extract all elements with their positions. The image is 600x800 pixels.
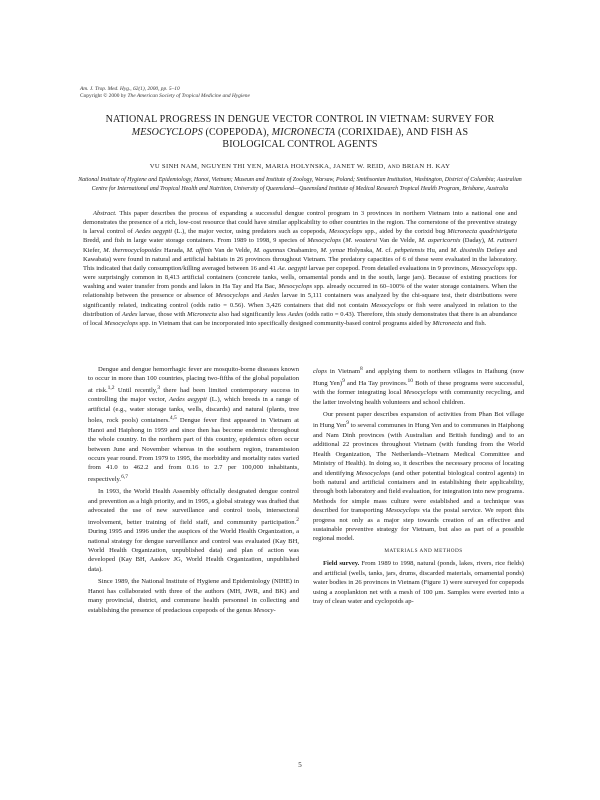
abstract-label: Abstract. — [93, 210, 117, 217]
journal-citation: Am. J. Trop. Med. Hyg., 62(1), 2000, pp. 5–10 — [80, 86, 180, 92]
left-column — [88, 365, 299, 618]
body-paragraph: In 1993, the World Health Assembly officially designated dengue control and prevention as a high priority, and in 1995, a global strategy was drafted that advocated the use of new surveillance and control tools, intersectoral involvement, better training of field staff, and community participation.$^2$ During 1995 and 1996 under the auspices of the World Health Organization, a national strategy for dengue surveillance and control was evaluated (Kay BH, World Health Organization, unpublished data) and plan of action was developed (Kay BH, Aaskov JG, World Health Organization, unpublished data). — [88, 488, 299, 573]
right-column — [313, 365, 524, 609]
running-header — [80, 86, 250, 100]
subsection-heading: Field survey. — [323, 560, 360, 568]
abstract: Abstract. This paper describes the process of expanding a successful dengue control program in 3 provinces in northern Vietnam into a national one and demonstrates the presence of a rich, low-cost resource that could have similar applicability to other countries in the region. The cornerstone of the preventive strategy is larval control of Aedes aegypti (L.), the major vector, using predators such as copepods, Mesocyclops spp., aided by the corixid bug Micronecta quadristrigata Bredd, and fish in large water storage containers. From 1989 to 1998, 9 species of Mesocyclops (M. woutersi Van de Velde, M. aspericornis (Daday), M. ruttneri Kiefer, M. thermocyclopoides Harada, M. affinis Van de Velde, M. ogunnus Onabamiro, M. yenae Holynska, M. cf. pehpeiensis Hu, and M. dissimilis Defaye and Kawabata) were found in natural and artificial habitats in 26 provinces throughout Vietnam. The predatory capacities of 6 of these were evaluated in the laboratory. This indicated that daily consumption/killing averaged between 16 and 41 Ae. aegypti larvae per copepod. From detailed evaluations in 9 provinces, Mesocyclops spp. were surprisingly common in 8,413 artificial containers (concrete tanks, wells, ornamental ponds and in the south, large jars). Because of existing practices for washing and water transfer from ponds and lakes in Ha Tay and Ha Bac, Mesocyclops spp. already occurred in 60–100% of the water storage containers. When the relationship between the presence or absence of Mesocyclops and Aedes larvae in 5,111 containers was analyzed by the chi-square test, their distributions were significantly related, indicating control (odds ratio = 0.56). When 3,426 containers that did not contain Mesocyclops or fish were analyzed in relation to the distribution of Aedes larvae, those with Micronecta also had significantly less Aedes (odds ratio = 0.43). Therefore, this study demonstrates that there is an abundance of local Mesocyclops spp. in Vietnam that can be incorporated into specifically designed community-based control programs aided by Micronecta and fish. — [83, 210, 518, 327]
author-list: VU SINH NAM, NGUYEN THI YEN, MARIA HOLYNSKA, JANET W. REID, AND BRIAN H. KAY — [149, 163, 451, 170]
section-heading: MATERIALS AND METHODS — [384, 547, 463, 554]
title-line-3: BIOLOGICAL CONTROL AGENTS — [222, 139, 378, 150]
body-paragraph: Our present paper describes expansion of activities from Phan Boi village in Hung Yen$^9$ to several communes in Hung Yen and to communes in Haiphong and Nam Dinh provinces (with Australian and British funding) and to an additional 22 provinces throughout Vietnam (with funding from the World Health Organization, The Netherlands–Vietnam Medical Committee and Ministry of Health). In doing so, it describes the necessary process of locating and identifying Mesocyclops (and other potential biological control agents) in both natural and artificial containers and in establishing their applicability, through both laboratory and field evaluation, for integration into new programs. Methods for simple mass culture were established and a technique was described for transporting Mesocyclops via the postal service. We report this progress not only as a major step towards creation of an effective and sustainable preventive strategy for Vietnam, but also as part of a possible regional model. — [313, 411, 524, 543]
page-number: 5 — [298, 761, 302, 769]
title-line-1: NATIONAL PROGRESS IN DENGUE VECTOR CONTROL IN VIETNAM: SURVEY FOR — [105, 114, 495, 125]
body-paragraph: clops in Vietnam$^8$ and applying them to northern villages in Haihung (now Hung Yen)$^9$ and Ha Tay provinces.$^{10}$ Both of these programs were successful, with the former integrating local Mesocyclops with community recycling, and the latter involving health volunteers and school children. — [313, 366, 525, 406]
title-line-2: MESOCYCLOPS (COPEPODA), MICRONECTA (CORIXIDAE), AND FISH AS — [131, 126, 469, 138]
article-title — [60, 114, 540, 152]
copyright-line: Copyright © 2000 by The American Society of Tropical Medicine and Hygiene — [80, 93, 250, 99]
body-paragraph: Since 1989, the National Institute of Hygiene and Epidemiology (NIHE) in Hanoi has collaborated with three of the authors (MH, JWR, and BK) and many provincial, district, and commune health personnel in collecting and establishing the presence of predacious copepods of the genus Mesocy- — [88, 578, 299, 614]
body-paragraph: Dengue and dengue hemorrhagic fever are mosquito-borne diseases known to occur in more than 100 countries, placing two-fifths of the global population at risk.$^{1,2}$ Until recently,$^3$ there had been limited contemporary success in controlling the major vector, Aedes aegypti (L.), which breeds in a range of artificial (e.g., water storage tanks, wells, discards) and natural (plants, tree holes, rock pools) containers.$^{4,5}$ Dengue fever first appeared in Vietnam at Hanoi and Haiphong in 1959 and since then has become endemic throughout the whole country. In the northern part of this country, epidemics often occur between June and November whereas in the southern region, transmission occurs year round. From 1979 to 1995, the morbidity and mortality rates varied from 41.0 to 462.2 and from 0.16 to 2.7 per 100,000 inhabitants, respectively.$^{6,7}$ — [88, 366, 300, 484]
body-paragraph: Field survey. From 1989 to 1998, natural (ponds, lakes, rivers, rice fields) and artificial (wells, tanks, jars, drums, discarded materials, ornamental ponds) water bodies in 26 provinces in Vietnam (Figure 1) were surveyed for copepods using a zooplankton net with a mesh of 100 μm. Samples were everted into a tray of clean water and cyclopoids ap- — [313, 560, 524, 605]
affiliations: National Institute of Hygiene and Epidemiology, Hanoi, Vietnam; Museum and Institute of Zoology, Warsaw, Poland; Smithsonian Institution, Washington, District of Columbia; Australian Centre for International and Tropical Health and Nutrition, University of Queensland—Queensland Institute of Medical Research Tropical Health Program, Brisbane, Australia — [78, 177, 522, 192]
